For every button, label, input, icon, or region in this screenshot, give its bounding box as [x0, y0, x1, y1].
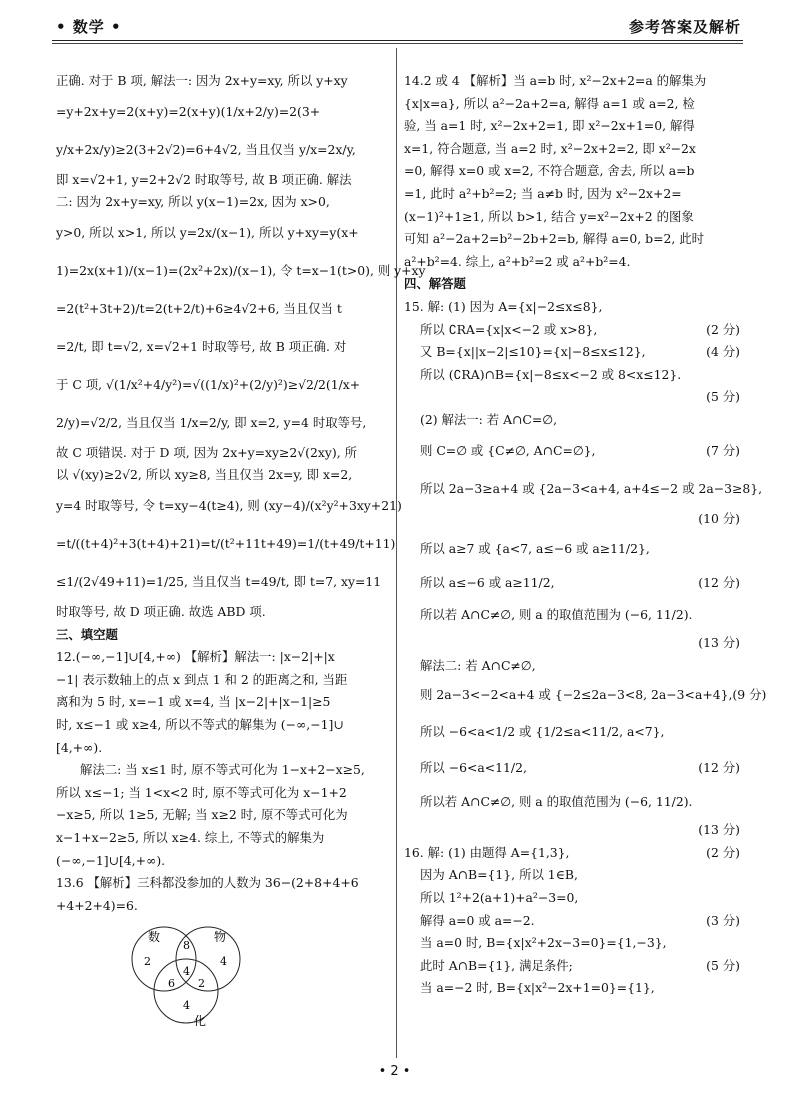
answer-text: 所以 a≥7 或 {a<7, a≤−6 或 a≥11/2},: [420, 541, 650, 557]
header-rule-thin: [52, 43, 743, 44]
answer-text: 所以若 A∩C≠∅, 则 a 的取值范围为 (−6, 11/2).: [420, 794, 693, 810]
header-rule: [52, 40, 743, 41]
text-line: 1)=2x(x+1)/(x−1)=(2x²+2x)/(x−1), 令 t=x−1(t>0), 则 y+xy: [56, 262, 426, 278]
answer-line: [404, 183, 740, 206]
answer-text: x=1, 符合题意, 当 a=2 时, x²−2x+2=2, 即 x²−2x: [404, 140, 696, 156]
text-line: x−1+x−2≥5, 所以 x≥4. 综上, 不等式的解集为: [56, 829, 325, 845]
header-subject: • 数学 •: [56, 18, 122, 36]
answer-text: (2) 解法一: 若 A∩C=∅,: [420, 411, 558, 427]
answer-line: [404, 932, 740, 955]
text-line: 所以 x≤−1; 当 1<x<2 时, 原不等式可化为 x−1+2: [56, 784, 347, 800]
answer-text: 因为 A∩B={1}, 所以 1∈B,: [420, 867, 578, 883]
answer-line: [404, 138, 740, 161]
text-line: 以 √(xy)≥2√2, 所以 xy≥8, 当且仅当 2x=y, 即 x=2,: [56, 467, 353, 483]
answer-line: [404, 530, 740, 568]
answer-text: 所以 2a−3≥a+4 或 {2a−3<a+4, a+4≤−2 或 2a−3≥8},: [420, 480, 763, 496]
venn-region-value: 4: [183, 965, 190, 979]
score-mark: (2 分): [706, 844, 740, 860]
answer-text: 所以 a≤−6 或 a≥11/2,: [420, 575, 555, 591]
answer-text: {x|x=a}, 所以 a²−2a+2=a, 解得 a=1 或 a=2, 检: [404, 95, 695, 111]
answer-line: [404, 508, 740, 531]
answer-line: [404, 864, 740, 887]
column-divider: [396, 48, 397, 1058]
answer-text: 则 2a−3<−2<a+4 或 {−2≤2a−3<8, 2a−3<a+4},: [420, 687, 733, 703]
score-mark: (13 分): [698, 822, 740, 838]
answer-line: [404, 677, 767, 713]
answer-line: [404, 386, 740, 409]
score-mark: (2 分): [706, 321, 740, 337]
venn-label: 数: [148, 930, 161, 945]
answer-line: [404, 160, 740, 183]
text-line: =2/t, 即 t=√2, x=√2+1 时取等号, 故 B 项正确. 对: [56, 338, 347, 354]
answer-text: 解得 a=0 或 a=−2.: [420, 912, 535, 928]
answer-line: [404, 598, 740, 632]
score-mark: (4 分): [706, 344, 740, 360]
answer-line: [404, 319, 740, 342]
header-title: 参考答案及解析: [628, 18, 741, 36]
answer-line: [404, 655, 740, 678]
answer-line: [404, 751, 740, 785]
answer-text: 所以 −6<a<1/2 或 {1/2≤a<11/2, a<7},: [420, 724, 665, 740]
text-line: 正确. 对于 B 项, 解法一: 因为 2x+y=xy, 所以 y+xy: [56, 73, 348, 88]
answer-text: (x−1)²+1≥1, 所以 b>1, 结合 y=x²−2x+2 的图象: [404, 208, 694, 224]
text-line: =2(t²+3t+2)/t=2(t+2/t)+6≥4√2+6, 当且仅当 t: [56, 300, 342, 316]
venn-region-value: 4: [220, 955, 227, 969]
venn-region-value: 2: [144, 955, 151, 969]
venn-diagram: [126, 923, 246, 1027]
text-line: 13.6 【解析】三科都没参加的人数为 36−(2+8+4+6: [56, 875, 359, 891]
score-mark: (5 分): [706, 389, 740, 405]
answer-text: 则 C=∅ 或 {C≠∅, A∩C=∅},: [420, 442, 596, 458]
answer-line: [404, 910, 740, 933]
right-column: [404, 70, 767, 1000]
venn-label: 物: [214, 930, 227, 945]
page-number: • 2 •: [378, 1064, 411, 1079]
answer-line: [404, 785, 740, 819]
answer-line: [404, 93, 740, 116]
answer-text: 解法二: 若 A∩C≠∅,: [420, 657, 536, 673]
answer-text: 16. 解: (1) 由题得 A={1,3},: [404, 844, 570, 860]
answer-text: 可知 a²−2a+2=b²−2b+2=b, 解得 a=0, b=2, 此时: [404, 231, 705, 247]
venn-region-value: 6: [168, 977, 175, 991]
text-line: 故 C 项错误. 对于 D 项, 因为 2x+y=xy≥2√(2xy), 所: [56, 444, 357, 460]
text-line: 于 C 项, √(1/x²+4/y²)=√((1/x)²+(2/y)²)≥√2/2(1/x+: [56, 376, 361, 392]
answer-line: [404, 432, 740, 470]
answer-text: =1, 此时 a²+b²=2; 当 a≠b 时, 因为 x²−2x+2=: [404, 185, 682, 201]
answer-text: 所以 ∁RA={x|x<−2 或 x>8},: [420, 321, 598, 337]
answer-text: 15. 解: (1) 因为 A={x|−2≤x≤8},: [404, 298, 603, 314]
answer-text: a²+b²=4. 综上, a²+b²=2 或 a²+b²=4.: [404, 253, 631, 269]
answer-text: 14.2 或 4 【解析】当 a=b 时, x²−2x+2=a 的解集为: [404, 73, 707, 88]
answer-text: 所以 1²+2(a+1)+a²−3=0,: [420, 890, 579, 906]
answer-line: [404, 842, 740, 865]
answer-text: 当 a=0 时, B={x|x²+2x−3=0}={1,−3},: [420, 935, 667, 951]
venn-region-value: 2: [198, 977, 205, 991]
answer-line: [404, 251, 740, 274]
text-line: 时取等号, 故 D 项正确. 故选 ABD 项.: [56, 603, 266, 619]
text-line: 时, x≤−1 或 x≥4, 所以不等式的解集为 (−∞,−1]∪: [56, 716, 344, 732]
section-heading: 三、填空题: [56, 626, 118, 642]
text-line: (−∞,−1]∪[4,+∞).: [56, 852, 166, 868]
answer-line: [404, 955, 740, 978]
answer-line: [404, 341, 740, 364]
answer-text: 验, 当 a=1 时, x²−2x+2=1, 即 x²−2x+1=0, 解得: [404, 118, 695, 134]
score-mark: (3 分): [706, 912, 740, 928]
text-line: 离和为 5 时, x=−1 或 x=4, 当 |x−2|+|x−1|≥5: [56, 694, 331, 710]
score-mark: (12 分): [698, 760, 740, 776]
text-line: 解法二: 当 x≤1 时, 原不等式可化为 1−x+2−x≥5,: [80, 762, 365, 778]
venn-label: 化: [194, 1014, 207, 1029]
text-line: =y+2x+y=2(x+y)=2(x+y)(1/x+2/y)=2(3+: [56, 103, 321, 119]
text-line: =t/((t+4)²+3(t+4)+21)=t/(t²+11t+49)=1/(t+49/t+11): [56, 535, 396, 551]
score-mark: (12 分): [698, 575, 740, 591]
venn-region-value: 8: [183, 939, 190, 953]
text-line: 2/y)=√2/2, 当且仅当 1/x=2/y, 即 x=2, y=4 时取等号,: [56, 414, 367, 430]
score-mark: (9 分): [732, 687, 767, 703]
answer-line: [404, 364, 740, 387]
venn-region-value: 4: [183, 999, 190, 1013]
text-line: −x≥5, 所以 1≥5, 无解; 当 x≥2 时, 原不等式可化为: [56, 807, 348, 823]
text-line: ≤1/(2√49+11)=1/25, 当且仅当 t=49/t, 即 t=7, xy=11: [56, 573, 382, 589]
answer-text: =0, 解得 x=0 或 x=2, 不符合题意, 舍去, 所以 a=b: [404, 163, 695, 179]
answer-text: 此时 A∩B={1}, 满足条件;: [420, 957, 573, 973]
left-column: [56, 70, 426, 1035]
answer-line: [404, 887, 740, 910]
answer-line: [404, 228, 740, 251]
text-line: 12.(−∞,−1]∪[4,+∞) 【解析】解法一: |x−2|+|x: [56, 649, 335, 665]
answer-line: [404, 70, 740, 93]
answer-line: [404, 632, 740, 655]
answer-line: [404, 819, 740, 842]
text-line: y=4 时取等号, 令 t=xy−4(t≥4), 则 (xy−4)/(x²y²+3xy+21): [56, 497, 402, 513]
answer-line: [404, 409, 740, 432]
text-line: 即 x=√2+1, y=2+2√2 时取等号, 故 B 项正确. 解法: [56, 171, 352, 187]
answer-line: [404, 296, 740, 319]
answer-line: [404, 713, 740, 751]
answer-line: [404, 977, 740, 1000]
text-line: −1| 表示数轴上的点 x 到点 1 和 2 的距离之和, 当距: [56, 671, 348, 687]
section-heading: [404, 273, 740, 296]
answer-text: 当 a=−2 时, B={x|x²−2x+1=0}={1},: [420, 980, 655, 996]
answer-text: 所以若 A∩C≠∅, 则 a 的取值范围为 (−6, 11/2).: [420, 607, 693, 623]
text-line: y>0, 所以 x>1, 所以 y=2x/(x−1), 所以 y+xy=y(x+: [56, 224, 359, 240]
answer-line: [404, 115, 740, 138]
answer-text: 所以 (∁RA)∩B={x|−8≤x<−2 或 8<x≤12}.: [420, 366, 682, 382]
answer-text: 又 B={x||x−2|≤10}={x|−8≤x≤12},: [420, 344, 646, 360]
score-mark: (13 分): [698, 635, 740, 651]
answer-line: [404, 206, 740, 229]
text-line: 二: 因为 2x+y=xy, 所以 y(x−1)=2x, 因为 x>0,: [56, 194, 330, 210]
answer-text: 所以 −6<a<11/2,: [420, 760, 527, 776]
answer-line: [404, 568, 740, 598]
answer-line: [404, 470, 763, 508]
answer-text: 四、解答题: [404, 276, 466, 292]
score-mark: (10 分): [698, 510, 740, 526]
score-mark: (7 分): [706, 442, 740, 458]
text-line: +4+2+4)=6.: [56, 897, 138, 913]
text-line: [4,+∞).: [56, 739, 103, 755]
score-mark: (5 分): [706, 957, 740, 973]
text-line: y/x+2x/y)≥2(3+2√2)=6+4√2, 当且仅当 y/x=2x/y,: [56, 141, 356, 157]
